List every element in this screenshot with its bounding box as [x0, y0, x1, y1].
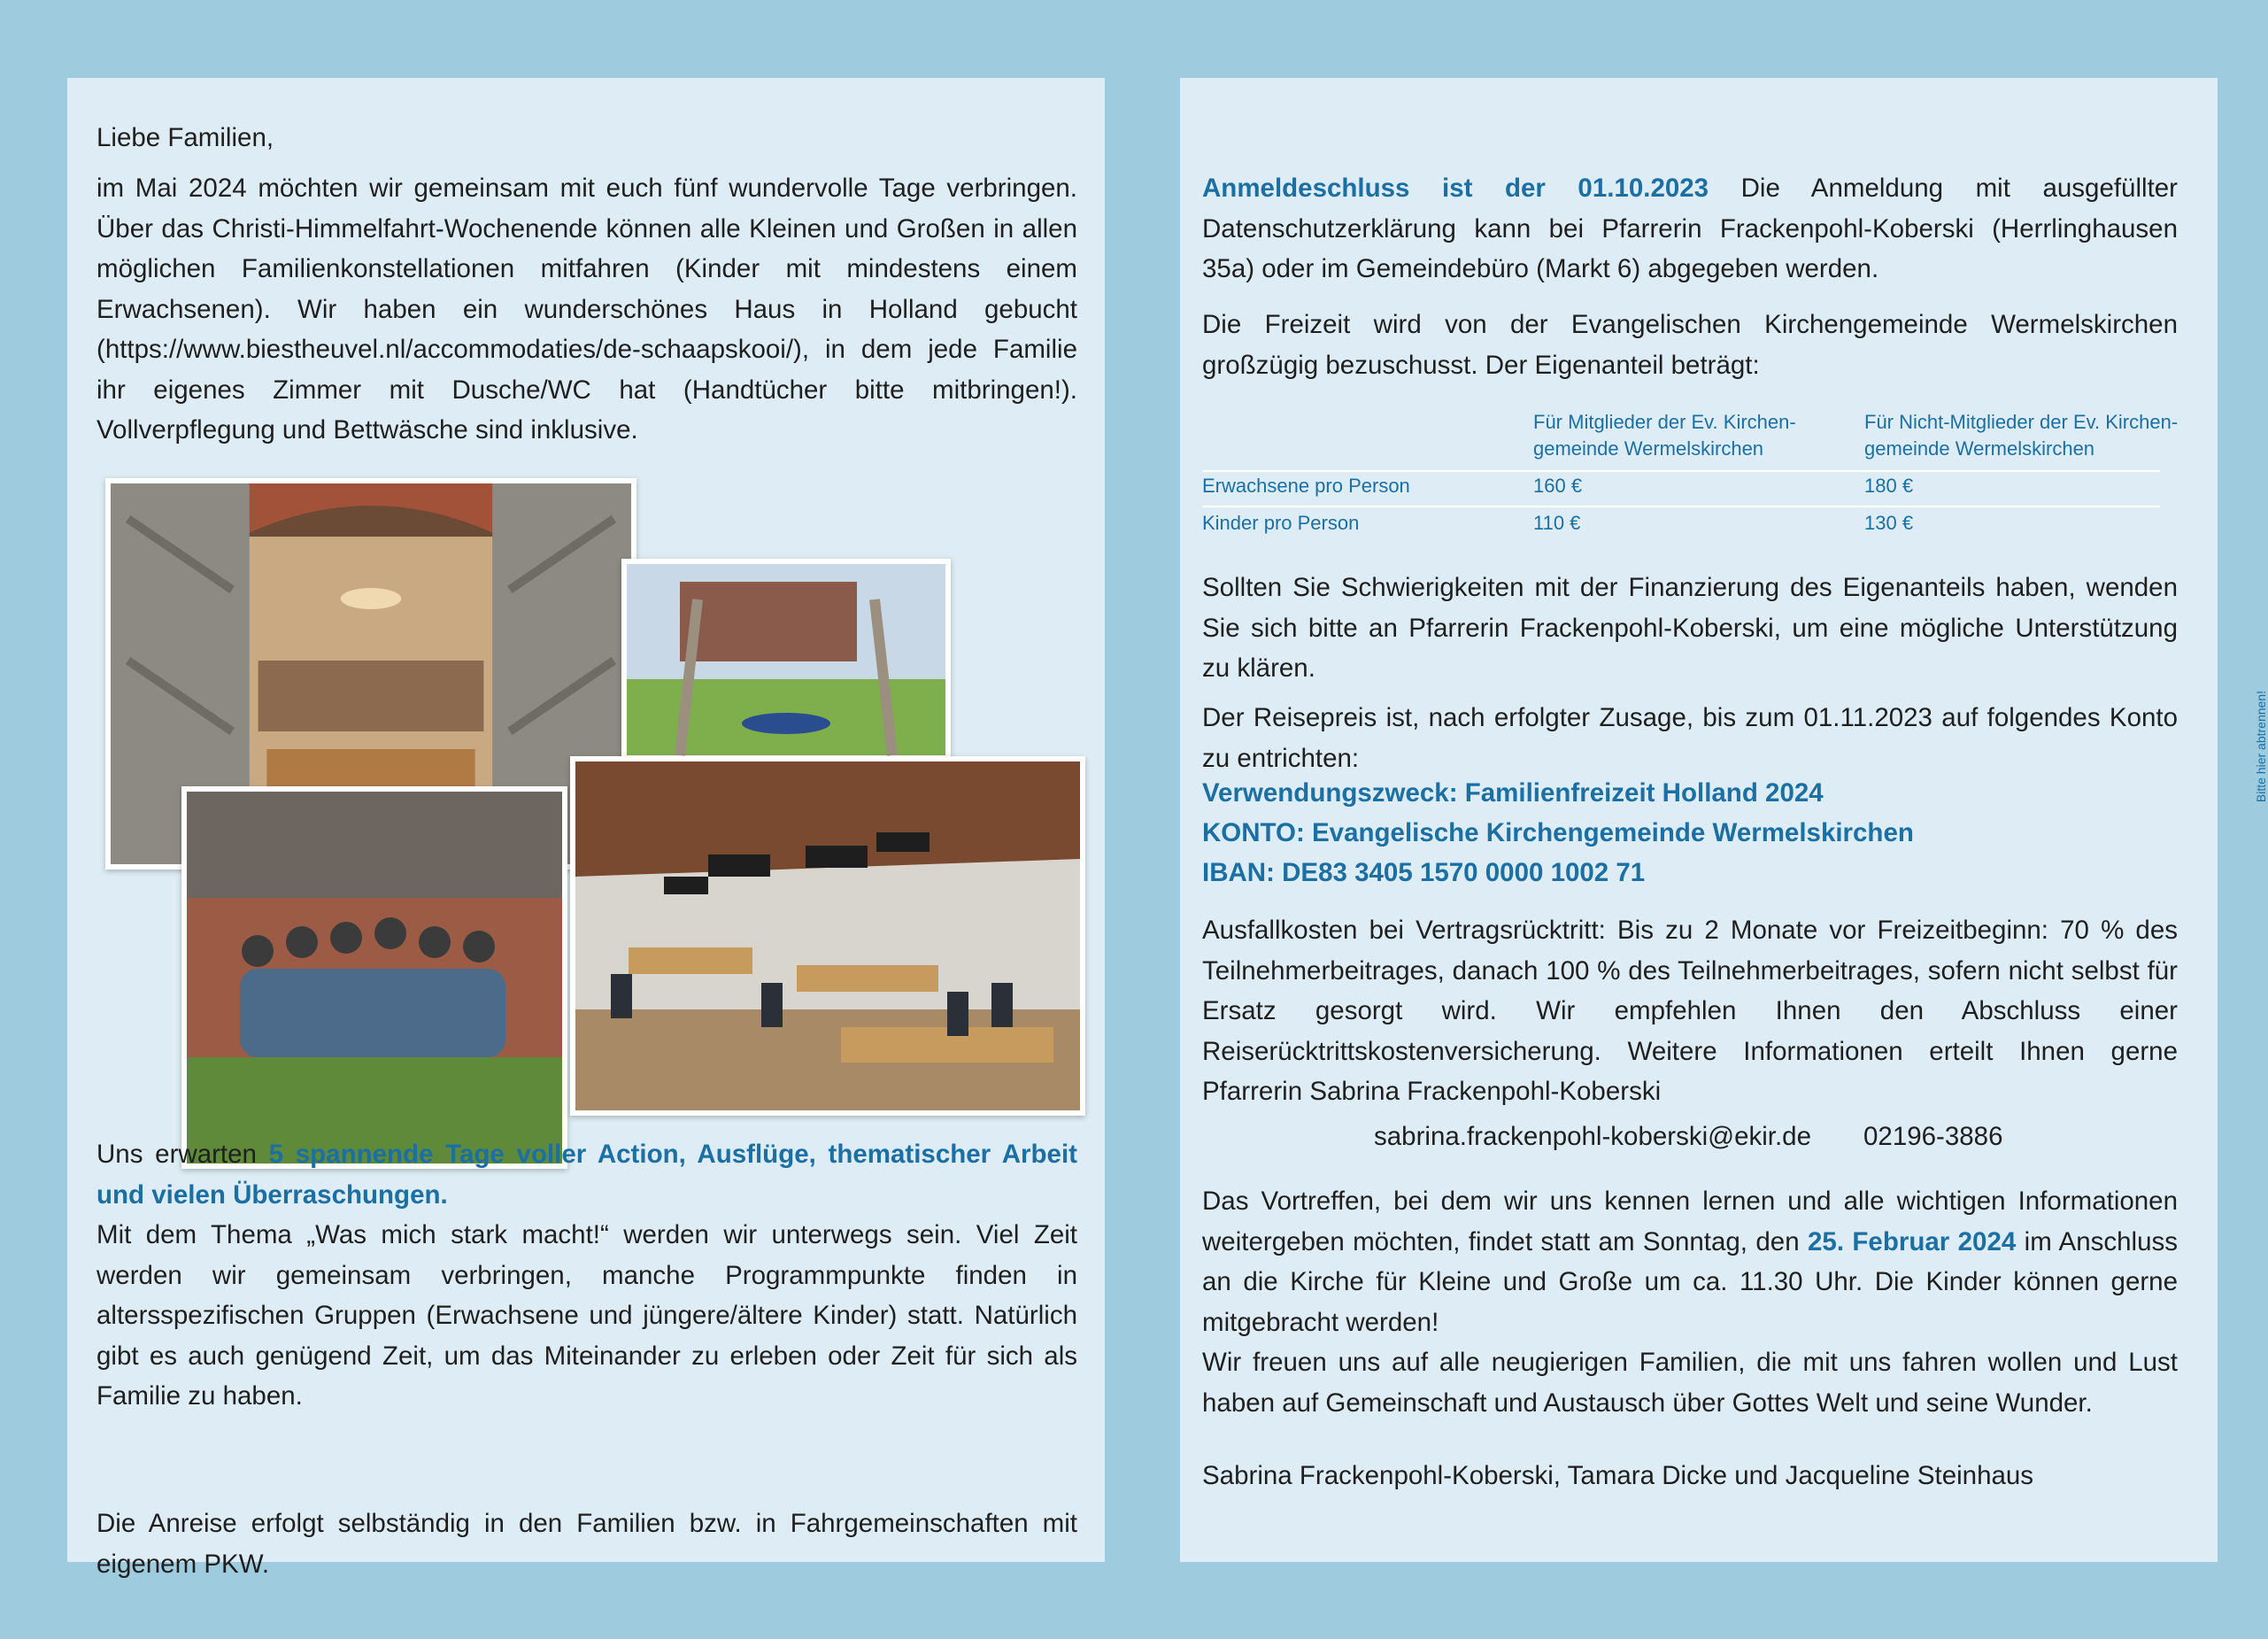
- signature: Sabrina Frackenpohl-Koberski, Tamara Dicke und Jacqueline Steinhaus: [1202, 1461, 2034, 1490]
- meeting-paragraph: [1202, 1181, 2178, 1342]
- expectation-paragraph: [96, 1134, 1077, 1215]
- meeting-date: 25. Februar 2024: [1808, 1226, 2017, 1256]
- theme-paragraph: Mit dem Thema „Was mich stark macht!“ werden wir unterwegs sein. Viel Zeit werden wir gemeinsam verbringen, manche Programmpunkte finden in altersspezifischen Gruppen (Erwachsene und jüngere/ältere Kinder) statt. Natürlich gibt es auch genügend Zeit, um das Miteinander zu erleben oder Zeit für sich als Familie zu haben.: [96, 1220, 1077, 1411]
- fee-row-adults-label: Erwachsene pro Person: [1202, 475, 1410, 497]
- deadline-paragraph: [1202, 168, 2178, 290]
- travel-paragraph: Die Anreise erfolgt selbständig in den Familien bzw. in Fahrgemeinschaften mit eigenem PKW.: [96, 1509, 1077, 1579]
- expectation-prefix: Uns erwarten: [96, 1140, 269, 1169]
- fee-row-children-nonmember: 130 €: [1864, 512, 1914, 534]
- fee-row-children-member: 110 €: [1533, 512, 1581, 534]
- payment-iban: IBAN: DE83 3405 1570 0000 1002 71: [1202, 858, 1646, 887]
- contact-email[interactable]: sabrina.frackenpohl-koberski@ekir.de: [1374, 1122, 1811, 1151]
- fee-row-adults-member: 160 €: [1533, 475, 1583, 497]
- photo-group: [181, 786, 567, 1169]
- fee-row-adults-nonmember: 180 €: [1864, 475, 1914, 497]
- photo-dining-room: [570, 756, 1085, 1116]
- greeting: Liebe Familien,: [96, 123, 274, 152]
- cut-here-note: Bitte hier abtrennen!: [2254, 691, 2268, 803]
- payment-purpose: Verwendungszweck: Familienfreizeit Holland 2024: [1202, 778, 1824, 808]
- intro-paragraph: im Mai 2024 möchten wir gemeinsam mit euch fünf wundervolle Tage verbringen. Über das Christi-Himmelfahrt-Wochenende können alle Kleinen und Großen in allen möglichen Familienkonstellationen mitfahren (Kinder mit mindestens einem Erwachsenen). Wir haben ein wunderschönes Haus in Holland gebucht (https://www.biestheuvel.nl/accommodaties/de-schaapskooi/), in dem jede Familie ihr eigenes Zimmer mit Dusche/WC hat (Handtücher bitte mitbringen!). Vollverpflegung und Bettwäsche sind inklusive.: [96, 174, 1077, 445]
- payment-paragraph: Der Reisepreis ist, nach erfolgter Zusage, bis zum 01.11.2023 auf folgendes Konto zu entrichten:: [1202, 703, 2178, 773]
- deadline-text: Die Anmeldung mit ausgefüllter Datenschutzerklärung kann bei Pfarrerin Frackenpohl-Koberski (Herrlinghausen 35a) oder im Gemeindebüro (Markt 6) abgegeben werden.: [1202, 174, 2178, 283]
- cancellation-paragraph: Ausfallkosten bei Vertragsrücktritt: Bis zu 2 Monate vor Freizeitbeginn: 70 % des Teilnehmerbeitrages, danach 100 % des Teilnehmerbeitrages, sofern nicht selbst für Ersatz gesorgt wird. Wir empfehlen Ihnen den Abschluss einer Reiserücktrittskostenversicherung. Weitere Informationen erteilt Ihnen gerne Pfarrerin Sabrina Frackenpohl-Koberski: [1202, 916, 2178, 1106]
- meeting-suffix: im Anschluss an die Kirche für Kleine und Große um ca. 11.30 Uhr. Die Kinder können gerne mitgebracht werden!: [1202, 1226, 2178, 1337]
- deadline-highlight: Anmeldeschluss ist der 01.10.2023: [1202, 174, 1709, 203]
- payment-account: KONTO: Evangelische Kirchengemeinde Wermelskirchen: [1202, 818, 1914, 847]
- fee-row-children-label: Kinder pro Person: [1202, 512, 1360, 534]
- subsidy-paragraph: Die Freizeit wird von der Evangelischen Kirchengemeinde Wermelskirchen großzügig bezuschusst. Der Eigenanteil beträgt:: [1202, 310, 2178, 380]
- fee-table-rule: [1202, 506, 2160, 507]
- fee-table-rule: [1202, 470, 2160, 472]
- contact-phone: 02196-3886: [1863, 1122, 2003, 1151]
- meeting-prefix: Das Vortreffen, bei dem wir uns kennen lernen und alle wichtigen Informationen weitergeben möchten, findet statt am Sonntag, den: [1202, 1187, 2178, 1256]
- closing-paragraph: Wir freuen uns auf alle neugierigen Familien, die mit uns fahren wollen und Lust haben auf Gemeinschaft und Austausch über Gottes Welt und seine Wunder.: [1202, 1348, 2178, 1418]
- fee-table-header-member: Für Mitglieder der Ev. Kirchen- gemeinde Wermelskirchen: [1533, 411, 1796, 460]
- photo-playground: [621, 559, 951, 761]
- difficulty-paragraph: Sollten Sie Schwierigkeiten mit der Finanzierung des Eigenanteils haben, wenden Sie sich bitte an Pfarrerin Frackenpohl-Koberski, um eine mögliche Unterstützung zu klären.: [1202, 573, 2178, 683]
- fee-table-header-nonmember: Für Nicht-Mitglieder der Ev. Kirchen- gemeinde Wermelskirchen: [1864, 411, 2179, 460]
- left-panel: [67, 78, 1105, 1579]
- right-panel: [1180, 78, 2218, 1562]
- expectation-highlight: 5 spannende Tage voller Action, Ausflüge, thematischer Arbeit und vielen Überraschungen.: [96, 1140, 1077, 1210]
